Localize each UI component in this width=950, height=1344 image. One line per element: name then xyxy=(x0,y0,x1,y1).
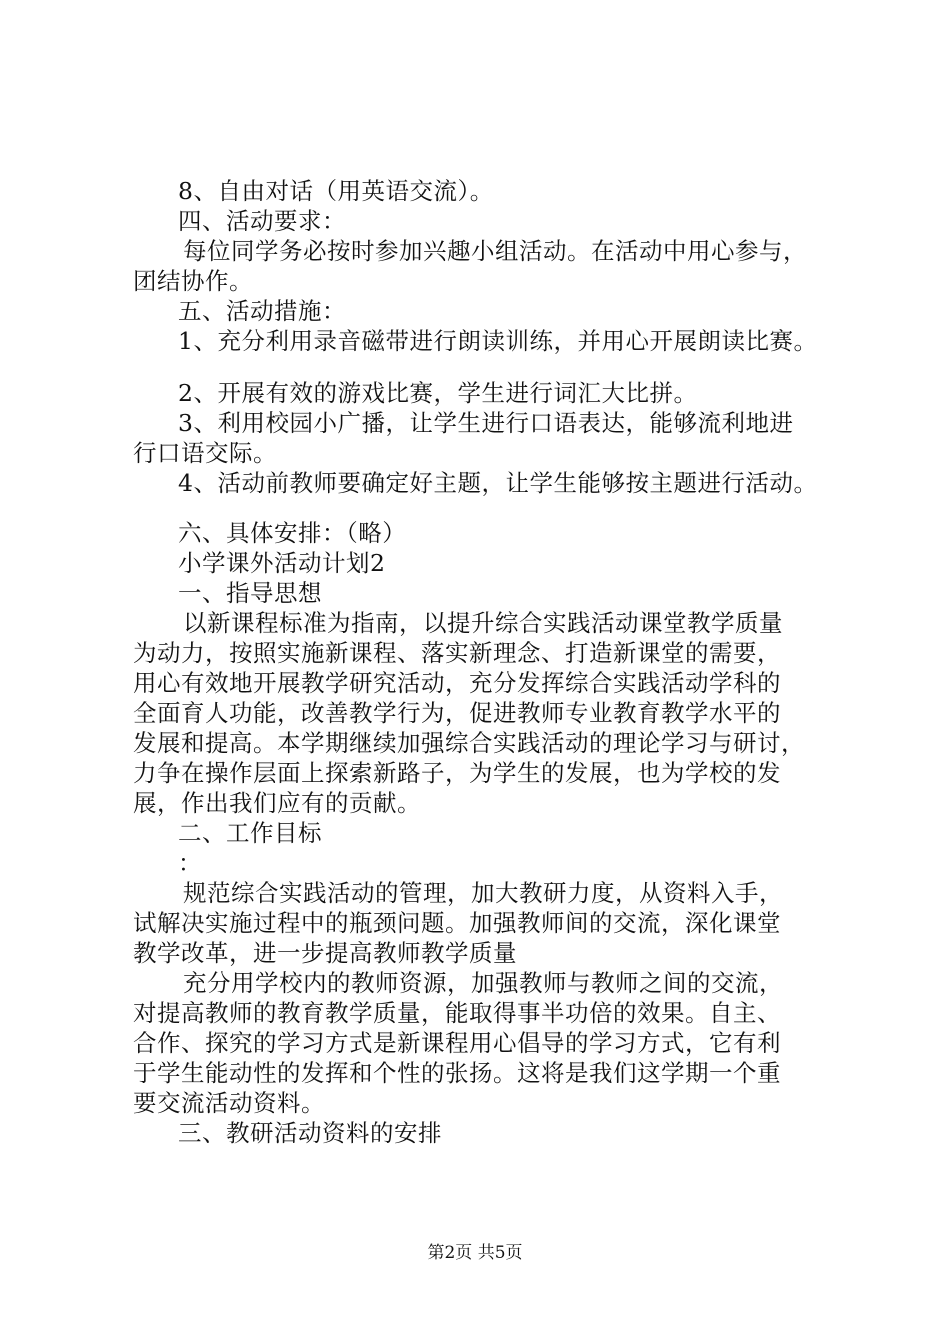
paragraph-line: 每位同学务必按时参加兴趣小组活动。在活动中用心参与， xyxy=(183,237,807,265)
paragraph-line: 展，作出我们应有的贡献。 xyxy=(133,789,421,817)
section-heading-guiding-thought: 一、指导思想 xyxy=(178,579,322,607)
section-heading-work-goals: 二、工作目标 xyxy=(178,819,322,847)
paragraph-line: 力争在操作层面上探索新路子，为学生的发展，也为学校的发 xyxy=(133,759,781,787)
page-number-footer: 第2页 共5页 xyxy=(427,1243,523,1263)
paragraph-line: 团结协作。 xyxy=(133,267,253,295)
document-subtitle: 小学课外活动计划2 xyxy=(178,549,386,577)
list-item-measure-1: 1、充分利用录音磁带进行朗读训练，并用心开展朗读比赛。 xyxy=(178,327,818,355)
paragraph-line: 于学生能动性的发挥和个性的张扬。这将是我们这学期一个重 xyxy=(133,1059,781,1087)
paragraph-line: 用心有效地开展教学研究活动，充分发挥综合实践活动学科的 xyxy=(133,669,781,697)
section-heading-requirements: 四、活动要求： xyxy=(178,207,346,235)
paragraph-line: 以新课程标准为指南，以提升综合实践活动课堂教学质量 xyxy=(183,609,783,637)
spacer xyxy=(133,498,873,518)
paragraph-line: 合作、探究的学习方式是新课程用心倡导的学习方式，它有利 xyxy=(133,1029,781,1057)
paragraph-line: 行口语交际。 xyxy=(133,439,277,467)
paragraph-line: 为动力，按照实施新课程、落实新理念、打造新课堂的需要， xyxy=(133,639,781,667)
list-item-free-dialogue: 8、自由对话（用英语交流）。 xyxy=(178,177,494,205)
document-body xyxy=(133,176,873,1148)
paragraph-line: 规范综合实践活动的管理，加大教研力度，从资料入手， xyxy=(183,879,783,907)
section-heading-schedule: 六、具体安排：（略） xyxy=(178,519,407,547)
paragraph-line: 全面育人功能，改善教学行为，促进教师专业教育教学水平的 xyxy=(133,699,781,727)
spacer xyxy=(133,356,873,378)
paragraph-line: 要交流活动资料。 xyxy=(133,1089,325,1117)
colon-line: ： xyxy=(178,849,202,877)
paragraph-line: 发展和提高。本学期继续加强综合实践活动的理论学习与研讨， xyxy=(133,729,805,757)
list-item-measure-2: 2、开展有效的游戏比赛，学生进行词汇大比拼。 xyxy=(178,379,698,407)
section-heading-research-arrangement: 三、教研活动资料的安排 xyxy=(178,1119,442,1147)
paragraph-line: 充分用学校内的教师资源，加强教师与教师之间的交流， xyxy=(183,969,783,997)
paragraph-line: 对提高教师的教育教学质量，能取得事半功倍的效果。自主、 xyxy=(133,999,781,1027)
paragraph-line: 教学改革，进一步提高教师教学质量 xyxy=(133,939,517,967)
paragraph-line: 试解决实施过程中的瓶颈问题。加强教师间的交流，深化课堂 xyxy=(133,909,781,937)
list-item-measure-3: 3、利用校园小广播，让学生进行口语表达，能够流利地进 xyxy=(178,409,794,437)
section-heading-measures: 五、活动措施： xyxy=(178,297,346,325)
list-item-measure-4: 4、活动前教师要确定好主题，让学生能够按主题进行活动。 xyxy=(178,469,818,497)
